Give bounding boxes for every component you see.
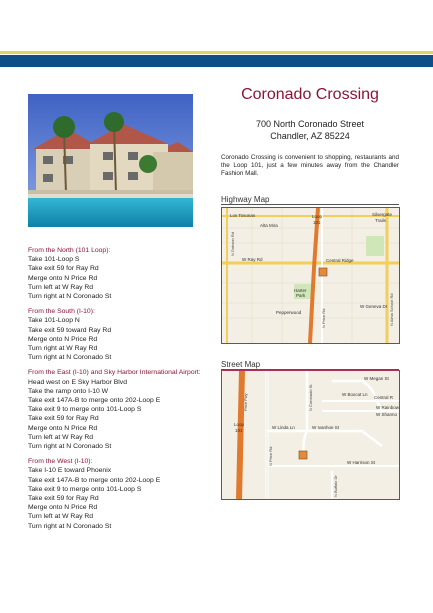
direction-step: Turn left at W Ray Rd [28, 283, 94, 291]
directions [28, 246, 208, 537]
direction-step: Take the ramp onto I-10 W [28, 387, 109, 395]
directions-section [28, 368, 208, 451]
highway-map [221, 207, 400, 344]
map-label-alta-mira: Alta Mira [260, 223, 278, 228]
address-line-1: 700 North Coronado Street [255, 119, 365, 129]
header-stripe-yellow [0, 51, 433, 54]
map-label-dobson: N Dobson Rd [230, 231, 235, 256]
street-map-label: Street Map [221, 360, 261, 369]
direction-step: Take exit 59 for Ray Rd [28, 265, 99, 273]
property-photo [28, 94, 193, 227]
direction-step: Take exit 9 to merge onto 101-Loop S [28, 406, 142, 414]
section-heading: From the West (I-10): [28, 458, 93, 466]
map-label-coronado: N Coronado St [308, 384, 313, 411]
header-stripe-blue [0, 55, 433, 67]
direction-step: Take exit 9 to merge onto 101-Loop S [28, 485, 142, 493]
direction-step: Merge onto N Price Rd [28, 504, 98, 512]
map-label-price-fwy: Price Fwy [243, 393, 248, 411]
direction-step: Turn right at N Coronado St [28, 522, 112, 530]
map-label-bobcat: W Boxcat Ln [342, 392, 368, 397]
section-heading: From the South (I-10): [28, 308, 95, 316]
property-title: Coronado Crossing [241, 86, 379, 103]
map-label-central: Central R [374, 395, 394, 400]
map-label-ivanhoe: W Ivanhoe St [312, 425, 340, 430]
directions-section [28, 246, 208, 301]
map-label-101: 101 [235, 428, 243, 433]
map-label-price-rd: N Price Rd [268, 446, 273, 466]
section-heading: From the East (I-10) and Sky Harbor International Airport: [28, 369, 201, 377]
divider [221, 204, 399, 205]
direction-step: Turn right at W Ray Rd [28, 345, 98, 353]
direction-step: Take 101-Loop N [28, 317, 80, 325]
map-label-pepperwood: Pepperwood [276, 310, 302, 315]
map-label-megan: W Megan St [364, 376, 389, 381]
direction-step: Merge onto N Price Rd [28, 424, 98, 432]
direction-step: Turn right at N Coronado St [28, 443, 112, 451]
map-label-trails: Trails [375, 218, 386, 223]
direction-step: Merge onto N Price Rd [28, 335, 98, 343]
map-label-harter: Harter [294, 288, 307, 293]
address-line-2: Chandler, AZ 85224 [270, 131, 350, 141]
direction-step: Head west on E Sky Harbor Blvd [28, 378, 127, 386]
property-description: Coronado Crossing is convenient to shopping, restaurants and the Loop 101, just a few minutes away from the Chandler Fashion Mall. [221, 154, 399, 178]
map-label-harrison: W Harrison St [347, 460, 376, 465]
direction-step: Take exit 147A-B to merge onto 202-Loop E [28, 397, 161, 405]
property-address [205, 118, 415, 142]
direction-step: Turn right at N Coronado St [28, 293, 112, 301]
map-label-rainbow: W Rainbow [376, 405, 399, 410]
map-label-shannon: W Shanno [376, 412, 398, 417]
direction-step: Take exit 59 for Ray Rd [28, 415, 99, 423]
direction-step: Turn right at N Coronado St [28, 354, 112, 362]
map-label-park: Park [296, 293, 306, 298]
map-label-loop: Loop [234, 422, 245, 427]
section-heading: From the North (101 Loop): [28, 247, 111, 254]
directions-section [28, 457, 208, 531]
map-label-linda: W Linda Ln [272, 425, 295, 430]
direction-step: Turn left at W Ray Rd [28, 513, 94, 521]
direction-step: Take I-10 E toward Phoenix [28, 467, 112, 475]
highway-map-label: Highway Map [221, 195, 270, 204]
direction-step: Take 101-Loop S [28, 256, 80, 264]
map-label-buffalo: N Buffalo Dr [333, 475, 338, 497]
street-map [221, 370, 400, 500]
direction-step: Turn left at W Ray Rd [28, 433, 94, 441]
direction-step: Take exit 59 toward Ray Rd [28, 326, 112, 334]
map-label-los-tosonas: Los Tosonas [230, 213, 256, 218]
direction-step: Take exit 59 for Ray Rd [28, 495, 99, 503]
direction-step: Take exit 147A-B to merge onto 202-Loop E [28, 476, 161, 484]
map-label-price-rd: N Price Rd [321, 308, 326, 328]
map-label-101: 101 [313, 220, 321, 225]
direction-step: Merge onto N Price Rd [28, 274, 98, 282]
map-label-geneva: W Geneva Dr [360, 304, 388, 309]
directions-section [28, 307, 208, 362]
map-label-silvergate: Silvergate [372, 212, 393, 217]
map-label-central-ridge: Central Ridge [326, 258, 354, 263]
map-label-alma: N Alma School Rd [389, 293, 394, 326]
map-label-loop: Loop [312, 214, 323, 219]
map-label-ray-rd: W Ray Rd [242, 257, 263, 262]
